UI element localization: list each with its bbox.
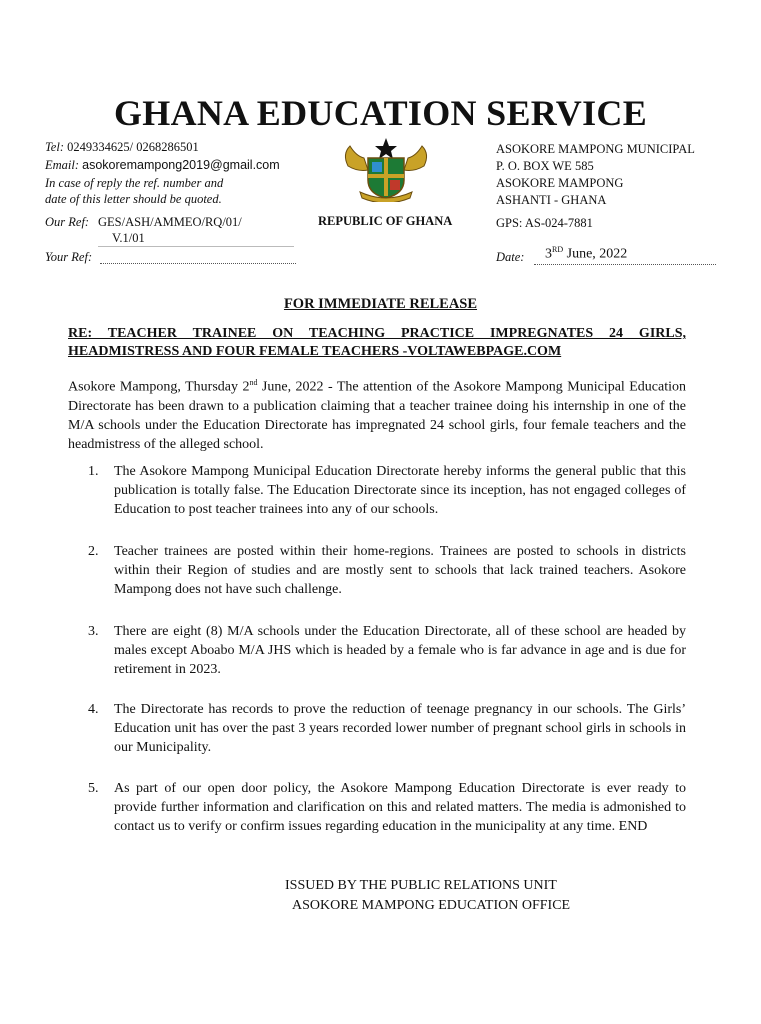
list-item-text: The Asokore Mampong Municipal Education Directorate hereby informs the general public that this publication is totally false. The Education Directorate since its inception, has not engaged colleges of Education to post teacher trainees into any of our schools. bbox=[114, 464, 686, 517]
address-line-4: ASHANTI - GHANA bbox=[496, 193, 607, 207]
list-item-number: 2. bbox=[88, 544, 99, 559]
list-item-number: 5. bbox=[88, 781, 99, 796]
list-item-number: 1. bbox=[88, 464, 99, 479]
tel-value: 0249334625/ 0268286501 bbox=[67, 140, 199, 154]
our-ref-value-1: GES/ASH/AMMEO/RQ/01/ bbox=[98, 215, 242, 229]
letterhead-title: GHANA EDUCATION SERVICE bbox=[113, 93, 648, 133]
reply-note-2: date of this letter should be quoted. bbox=[45, 192, 222, 206]
address-line-2: P. O. BOX WE 585 bbox=[496, 159, 594, 173]
intro-paragraph bbox=[68, 373, 686, 454]
list-item bbox=[88, 622, 686, 679]
your-ref-label: Your Ref: bbox=[45, 250, 93, 264]
date-rest: June, 2022 bbox=[563, 246, 628, 262]
republic-of-ghana: REPUBLIC OF GHANA bbox=[318, 214, 453, 228]
reply-note-1: In case of reply the ref. number and bbox=[45, 176, 224, 190]
date-sup: RD bbox=[552, 245, 564, 254]
list-item bbox=[88, 779, 686, 836]
your-ref-line bbox=[100, 263, 296, 264]
list-item-text: As part of our open door policy, the Asokore Mampong Education Directorate is ever ready to provide further information and clarification on this and related matters. The media is admonished to contact us to verify or confirm issues regarding education in the municipality at any time. END bbox=[114, 781, 686, 834]
list-item bbox=[88, 700, 686, 757]
list-item bbox=[88, 462, 686, 519]
list-item-number: 3. bbox=[88, 624, 99, 639]
ghana-coat-of-arms-icon bbox=[338, 136, 434, 202]
date-value bbox=[545, 245, 627, 263]
tel-label: Tel: bbox=[45, 140, 64, 154]
email-label: Email: bbox=[45, 158, 80, 172]
address-line-3: ASOKORE MAMPONG bbox=[496, 176, 624, 190]
date-line bbox=[534, 264, 716, 265]
email-line bbox=[45, 157, 280, 173]
email-value: asokoremampong2019@gmail.com bbox=[82, 158, 280, 172]
list-item-text: There are eight (8) M/A schools under the Education Directorate, all of these school are headed by males except Aboabo M/A JHS which is headed by a female who is far advance in age and is due for retirement in 2023. bbox=[114, 624, 686, 677]
issued-by-line-1: ISSUED BY THE PUBLIC RELATIONS UNIT bbox=[285, 878, 557, 893]
address-line-1: ASOKORE MAMPONG MUNICIPAL bbox=[496, 142, 695, 156]
date-label: Date: bbox=[496, 250, 525, 264]
release-heading: FOR IMMEDIATE RELEASE bbox=[283, 296, 478, 312]
tel-line bbox=[45, 139, 199, 155]
list-item-number: 4. bbox=[88, 702, 99, 717]
our-ref-value-2: V.1/01 bbox=[112, 231, 145, 245]
gps-line: GPS: AS-024-7881 bbox=[496, 216, 593, 230]
list-item-text: The Directorate has records to prove the reduction of teenage pregnancy in our schools. The Girls’ Education unit has over the past 3 years recorded lower number of pregnant school girls in schools in our Municipality. bbox=[114, 702, 686, 755]
list-item bbox=[88, 542, 686, 599]
our-ref-label: Our Ref: bbox=[45, 215, 90, 229]
list-item-text: Teacher trainees are posted within their home-regions. Trainees are posted to schools in districts within their Region of studies and are mostly sent to schools that lack trained teachers. Asokore Mampong does not have such challenge. bbox=[114, 544, 686, 597]
intro-part-a: Asokore Mampong, Thursday 2 bbox=[68, 379, 250, 395]
issued-by-line-2: ASOKORE MAMPONG EDUCATION OFFICE bbox=[292, 898, 571, 913]
date-day: 3 bbox=[545, 246, 552, 262]
our-ref-rule bbox=[98, 246, 294, 247]
re-subject: RE: TEACHER TRAINEE ON TEACHING PRACTICE IMPREGNATES 24 GIRLS, HEADMISTRESS AND FOUR FEMALE TEACHERS -VOLTAWEBPAGE.COM bbox=[68, 326, 686, 359]
intro-sup: nd bbox=[249, 378, 258, 387]
intro-part-b: June, 2022 - The attention of the Asokore Mampong Municipal Education Directorate has been drawn to a publication claiming that a teacher trainee doing his internship in one of the M/A schools under the Education Directorate has impregnated 24 school girls, four female teachers and the headmistress of the alleged school. bbox=[68, 379, 687, 452]
